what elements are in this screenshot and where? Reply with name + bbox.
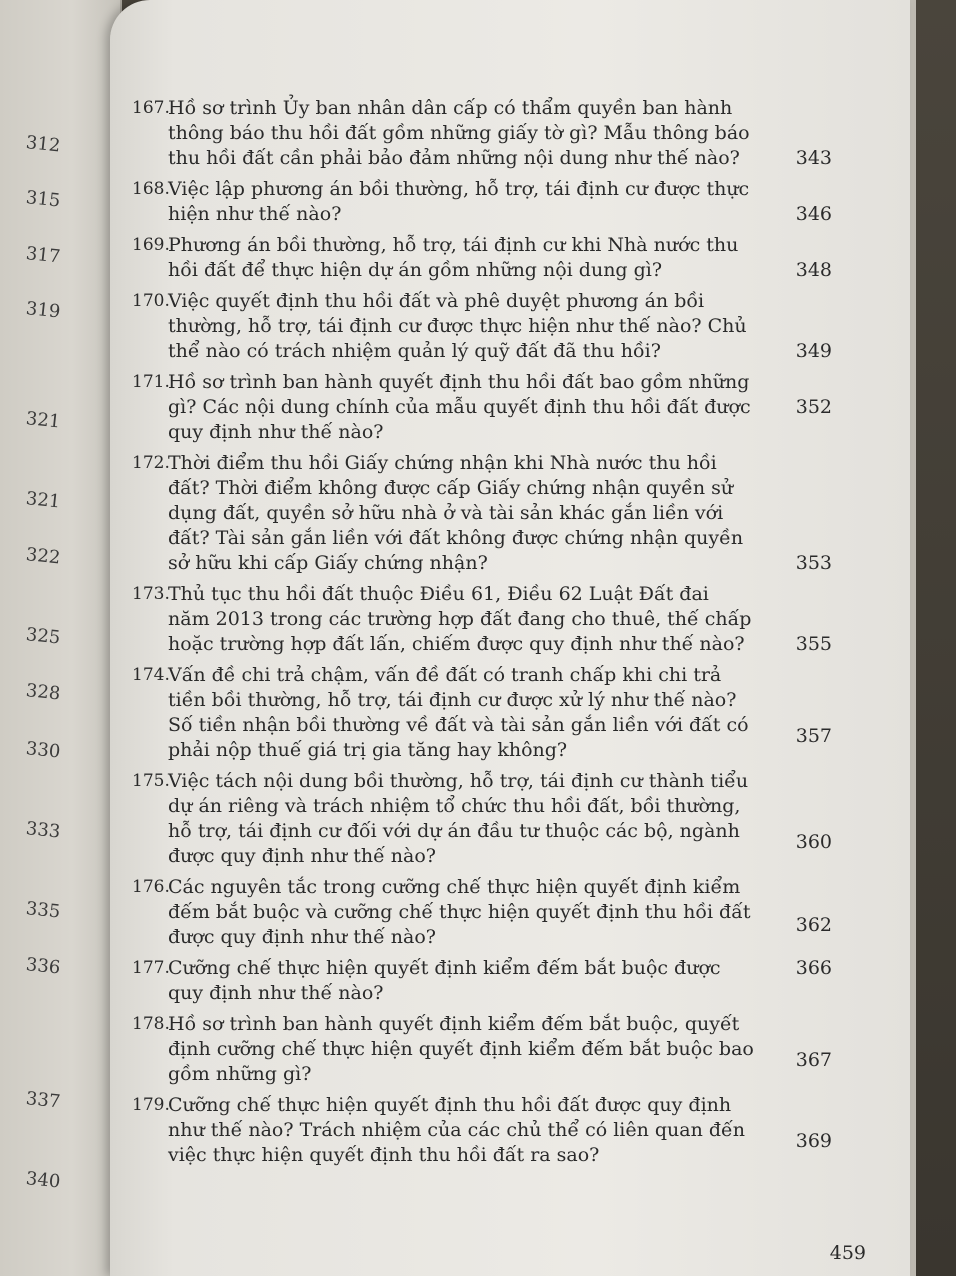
entry-number: 176. bbox=[132, 877, 170, 897]
toc-entry bbox=[132, 451, 832, 576]
entry-number: 167. bbox=[132, 98, 170, 118]
toc-entry bbox=[132, 233, 832, 283]
toc-entry bbox=[132, 1093, 832, 1168]
entry-number: 170. bbox=[132, 291, 170, 311]
entry-number: 177. bbox=[132, 958, 170, 978]
entry-number: 171. bbox=[132, 372, 170, 392]
entry-title: Hồ sơ trình Ủy ban nhân dân cấp có thẩm quyền ban hành thông báo thu hồi đất gồm những giấy tờ gì? Mẫu thông báo thu hồi đất cần phải bảo đảm những nội dung như thế nào? bbox=[168, 97, 750, 169]
entry-title: Phương án bồi thường, hỗ trợ, tái định cư khi Nhà nước thu hồi đất để thực hiện dự án gồm những nội dung gì? bbox=[168, 234, 739, 281]
entry-page: 357 bbox=[795, 725, 832, 747]
entry-number: 178. bbox=[132, 1014, 170, 1034]
entry-page: 343 bbox=[795, 147, 832, 169]
toc-entry bbox=[132, 96, 832, 171]
toc-entry bbox=[132, 1012, 832, 1087]
prev-page-number: 325 bbox=[24, 624, 62, 649]
entry-number: 173. bbox=[132, 584, 170, 604]
previous-page bbox=[0, 0, 122, 1276]
entry-page: 360 bbox=[795, 831, 832, 853]
toc-entry bbox=[132, 956, 832, 1006]
entry-page: 353 bbox=[795, 552, 832, 574]
entry-page: 355 bbox=[795, 633, 832, 655]
toc-entry bbox=[132, 769, 832, 869]
toc-entry bbox=[132, 177, 832, 227]
entry-title: Thủ tục thu hồi đất thuộc Điều 61, Điều 62 Luật Đất đai năm 2013 trong các trường hợp đất đang cho thuê, thế chấp hoặc trường hợp đất lấn, chiếm được quy định như thế nào? bbox=[168, 583, 752, 655]
prev-page-number: 312 bbox=[24, 132, 62, 157]
prev-page-number: 337 bbox=[24, 1088, 62, 1113]
entry-title: Việc lập phương án bồi thường, hỗ trợ, tái định cư được thực hiện như thế nào? bbox=[168, 178, 750, 225]
toc-entry bbox=[132, 582, 832, 657]
page-number: 459 bbox=[829, 1242, 866, 1264]
toc-entry bbox=[132, 289, 832, 364]
entry-title: Việc quyết định thu hồi đất và phê duyệt phương án bồi thường, hỗ trợ, tái định cư được thực hiện như thế nào? Chủ thể nào có trách nhiệm quản lý quỹ đất đã thu hồi? bbox=[168, 290, 747, 362]
entry-page: 367 bbox=[795, 1049, 832, 1071]
toc-entry bbox=[132, 370, 832, 445]
entry-number: 168. bbox=[132, 179, 170, 199]
entry-title: Cưỡng chế thực hiện quyết định thu hồi đất được quy định như thế nào? Trách nhiệm của các chủ thể có liên quan đến việc thực hiện quyết định thu hồi đất ra sao? bbox=[168, 1094, 745, 1166]
prev-page-number: 321 bbox=[24, 408, 62, 433]
entry-page: 352 bbox=[795, 396, 832, 418]
prev-page-number: 336 bbox=[24, 954, 62, 979]
entry-page: 349 bbox=[795, 340, 832, 362]
prev-page-number: 317 bbox=[24, 243, 62, 268]
prev-page-number: 321 bbox=[24, 488, 62, 513]
prev-page-number: 335 bbox=[24, 898, 62, 923]
entry-page: 346 bbox=[795, 203, 832, 225]
entry-number: 179. bbox=[132, 1095, 170, 1115]
prev-page-number: 322 bbox=[24, 544, 62, 569]
prev-page-number: 328 bbox=[24, 680, 62, 705]
toc-entry bbox=[132, 663, 832, 763]
prev-page-number: 315 bbox=[24, 187, 62, 212]
entry-page: 348 bbox=[795, 259, 832, 281]
entry-page: 369 bbox=[795, 1130, 832, 1152]
entry-title: Vấn đề chi trả chậm, vấn đề đất có tranh chấp khi chi trả tiền bồi thường, hỗ trợ, tái định cư được xử lý như thế nào? Số tiền nhận bồi thường về đất và tài sản gắn liền với đất có phải nộp thuế giá trị gia tăng hay không? bbox=[168, 664, 749, 761]
entry-number: 172. bbox=[132, 453, 170, 473]
entry-title: Việc tách nội dung bồi thường, hỗ trợ, tái định cư thành tiểu dự án riêng và trách nhiệm tổ chức thu hồi đất, bồi thường, hỗ trợ, tái định cư đối với dự án đầu tư thuộc các bộ, ngành được quy định như thế nào? bbox=[168, 770, 749, 867]
prev-page-number: 340 bbox=[24, 1168, 62, 1193]
entry-number: 175. bbox=[132, 771, 170, 791]
prev-page-number: 330 bbox=[24, 738, 62, 763]
entry-page: 366 bbox=[795, 957, 832, 979]
toc-entry bbox=[132, 875, 832, 950]
entry-title: Thời điểm thu hồi Giấy chứng nhận khi Nhà nước thu hồi đất? Thời điểm không được cấp Giấy chứng nhận quyền sử dụng đất, quyền sở hữu nhà ở và tài sản khác gắn liền với đất? Tài sản gắn liền với đất không được chứng nhận quyền sở hữu khi cấp Giấy chứng nhận? bbox=[168, 452, 744, 574]
entry-page: 362 bbox=[795, 914, 832, 936]
entry-title: Các nguyên tắc trong cưỡng chế thực hiện quyết định kiểm đếm bắt buộc và cưỡng chế thực hiện quyết định thu hồi đất được quy định như thế nào? bbox=[168, 876, 751, 948]
entry-title: Hồ sơ trình ban hành quyết định thu hồi đất bao gồm những gì? Các nội dung chính của mẫu quyết định thu hồi đất được quy định như thế nào? bbox=[168, 371, 751, 443]
entry-number: 169. bbox=[132, 235, 170, 255]
prev-page-number: 319 bbox=[24, 298, 62, 323]
toc-list bbox=[132, 88, 832, 1168]
table-of-contents-page bbox=[110, 0, 910, 1276]
prev-page-number: 333 bbox=[24, 818, 62, 843]
entry-title: Cưỡng chế thực hiện quyết định kiểm đếm bắt buộc được quy định như thế nào? bbox=[168, 957, 721, 1004]
entry-title: Hồ sơ trình ban hành quyết định kiểm đếm bắt buộc, quyết định cưỡng chế thực hiện quyết định kiểm đếm bắt buộc bao gồm những gì? bbox=[168, 1013, 754, 1085]
entry-number: 174. bbox=[132, 665, 170, 685]
